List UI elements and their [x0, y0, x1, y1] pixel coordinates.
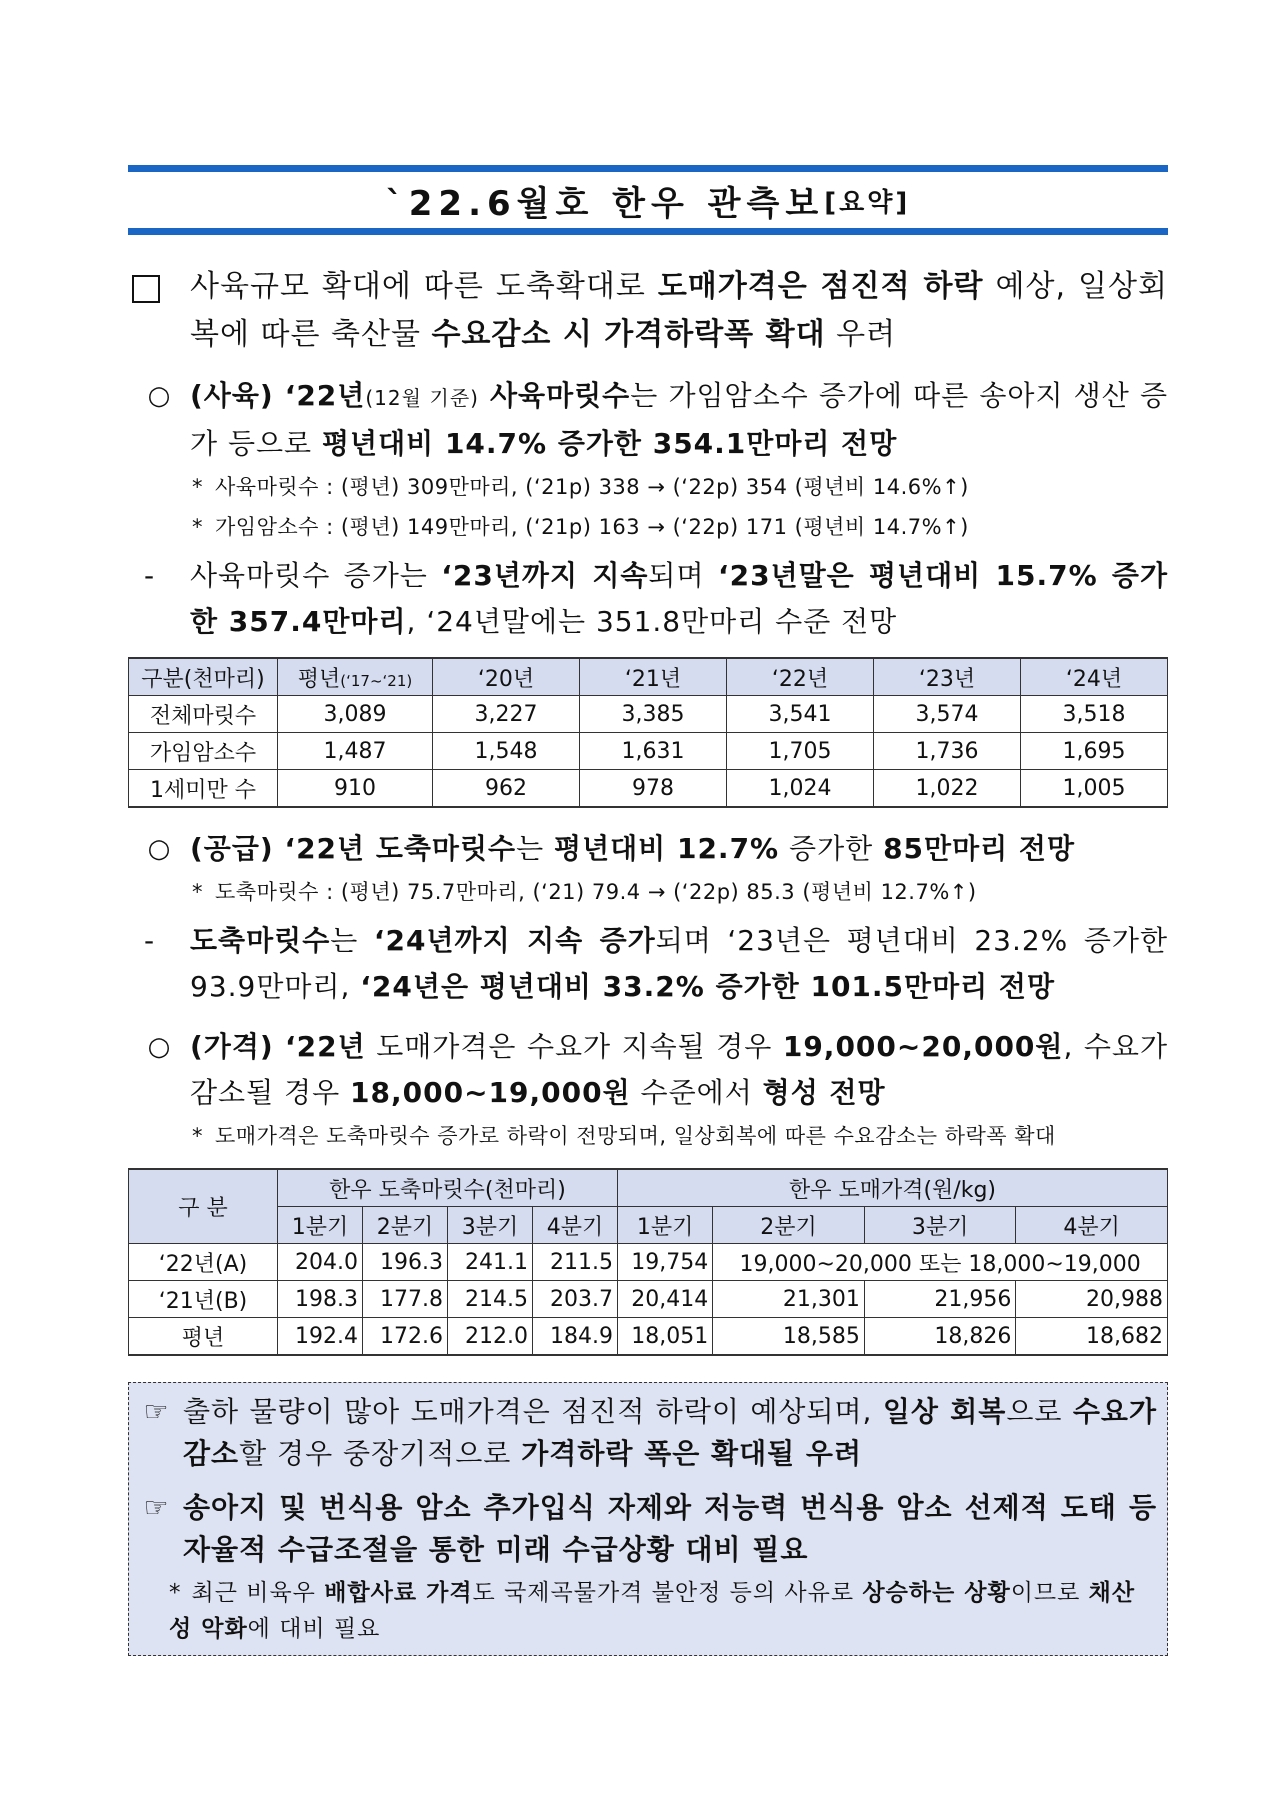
table-header-row: 구분(천마리) 평년(‘17~‘21) ‘20년 ‘21년 ‘22년 ‘23년 ‘24년 — [129, 658, 1168, 696]
title-sub: [요약] — [824, 187, 911, 218]
table-header-row: 구 분 한우 도축마릿수(천마리) 한우 도매가격(원/kg) — [129, 1169, 1168, 1207]
section-supply — [128, 826, 1168, 872]
table-row: 평년 192.4 172.6 212.0 184.9 18,051 18,585 18,826 18,682 — [129, 1318, 1168, 1356]
section-breeding — [128, 373, 1168, 467]
note-herd-size: * 사육마릿수 : (평년) 309만마리, (‘21p) 338 → (‘22p) 354 (평년비 14.6%↑) — [192, 475, 969, 499]
callout-item: ☞ 송아지 및 번식용 암소 추가입식 자제와 저능력 번식용 암소 선제적 도태 등 자율적 수급조절을 통한 미래 수급상황 대비 필요 — [129, 1487, 1157, 1571]
price-table — [128, 1168, 1168, 1356]
section-supply-text: (공급) ‘22년 도축마릿수는 평년대비 12.7% 증가한 85만마리 전망 — [190, 832, 1076, 865]
document-title — [128, 165, 1168, 235]
section-price-text: (가격) ‘22년 도매가격은 수요가 지속될 경우 19,000~20,000원, 수요가 감소될 경우 18,000~19,000원 수준에서 형성 전망 — [190, 1030, 1168, 1109]
table-row: 1세미만 수 910 962 978 1,024 1,022 1,005 — [129, 770, 1168, 808]
table-row: 가임암소수 1,487 1,548 1,631 1,705 1,736 1,695 — [129, 733, 1168, 770]
callout-item: ☞ 출하 물량이 많아 도매가격은 점진적 하락이 예상되며, 일상 회복으로 수요가 감소할 경우 중장기적으로 가격하락 폭은 확대될 우려 — [129, 1391, 1157, 1475]
document — [128, 165, 1168, 1656]
section-breeding-text: (사육) ‘22년(12월 기준) 사육마릿수는 가임암소수 증가에 따른 송아지 생산 증가 등으로 평년대비 14.7% 증가한 354.1만마리 전망 — [190, 379, 1168, 460]
headline-text: 사육규모 확대에 따른 도축확대로 도매가격은 점진적 하락 예상, 일상회복에 따른 축산물 수요감소 시 가격하락폭 확대 우려 — [190, 269, 1168, 352]
breeding-outlook: - 사육마릿수 증가는 ‘23년까지 지속되며 ‘23년말은 평년대비 15.7% 증가한 357.4만마리, ‘24년말에는 351.8만마리 수준 전망 — [144, 559, 1169, 638]
headline — [128, 263, 1168, 359]
table-row: ‘22년(A) 204.0 196.3 241.1 211.5 19,754 19,000~20,000 또는 18,000~19,000 — [129, 1244, 1168, 1281]
title-main: `22.6월호 한우 관측보 — [385, 183, 825, 224]
pointing-hand-icon: ☞ — [143, 1491, 169, 1524]
checkbox-square-icon — [132, 275, 160, 303]
callout-note: * 최근 비육우 배합사료 가격도 국제곡물가격 불안정 등의 사유로 상승하는 상황이므로 채산성 악화에 대비 필요 — [169, 1580, 1136, 1642]
circle-bullet-icon: ○ — [147, 381, 171, 411]
note-slaughter: * 도축마릿수 : (평년) 75.7만마리, (‘21) 79.4 → (‘22p) 85.3 (평년비 12.7%↑) — [192, 880, 977, 904]
circle-bullet-icon: ○ — [147, 1032, 171, 1062]
section-price — [128, 1024, 1168, 1116]
circle-bullet-icon: ○ — [147, 834, 171, 864]
table-row: 전체마릿수 3,089 3,227 3,385 3,541 3,574 3,518 — [129, 696, 1168, 733]
table-header-row: 1분기 2분기 3분기 4분기 1분기 2분기 3분기 4분기 — [129, 1207, 1168, 1244]
herd-table — [128, 657, 1168, 808]
note-price: * 도매가격은 도축마릿수 증가로 하락이 전망되며, 일상회복에 따른 수요감소는 하락폭 확대 — [192, 1124, 1056, 1148]
pointing-hand-icon: ☞ — [143, 1395, 169, 1428]
table-row: ‘21년(B) 198.3 177.8 214.5 203.7 20,414 21,301 21,956 20,988 — [129, 1281, 1168, 1318]
summary-callout — [128, 1382, 1168, 1656]
note-breeding-cows: * 가임암소수 : (평년) 149만마리, (‘21p) 163 → (‘22p) 171 (평년비 14.7%↑) — [192, 515, 969, 539]
supply-outlook: - 도축마릿수는 ‘24년까지 지속 증가되며 ‘23년은 평년대비 23.2% 증가한 93.9만마리, ‘24년은 평년대비 33.2% 증가한 101.5만마리 전망 — [144, 924, 1169, 1003]
